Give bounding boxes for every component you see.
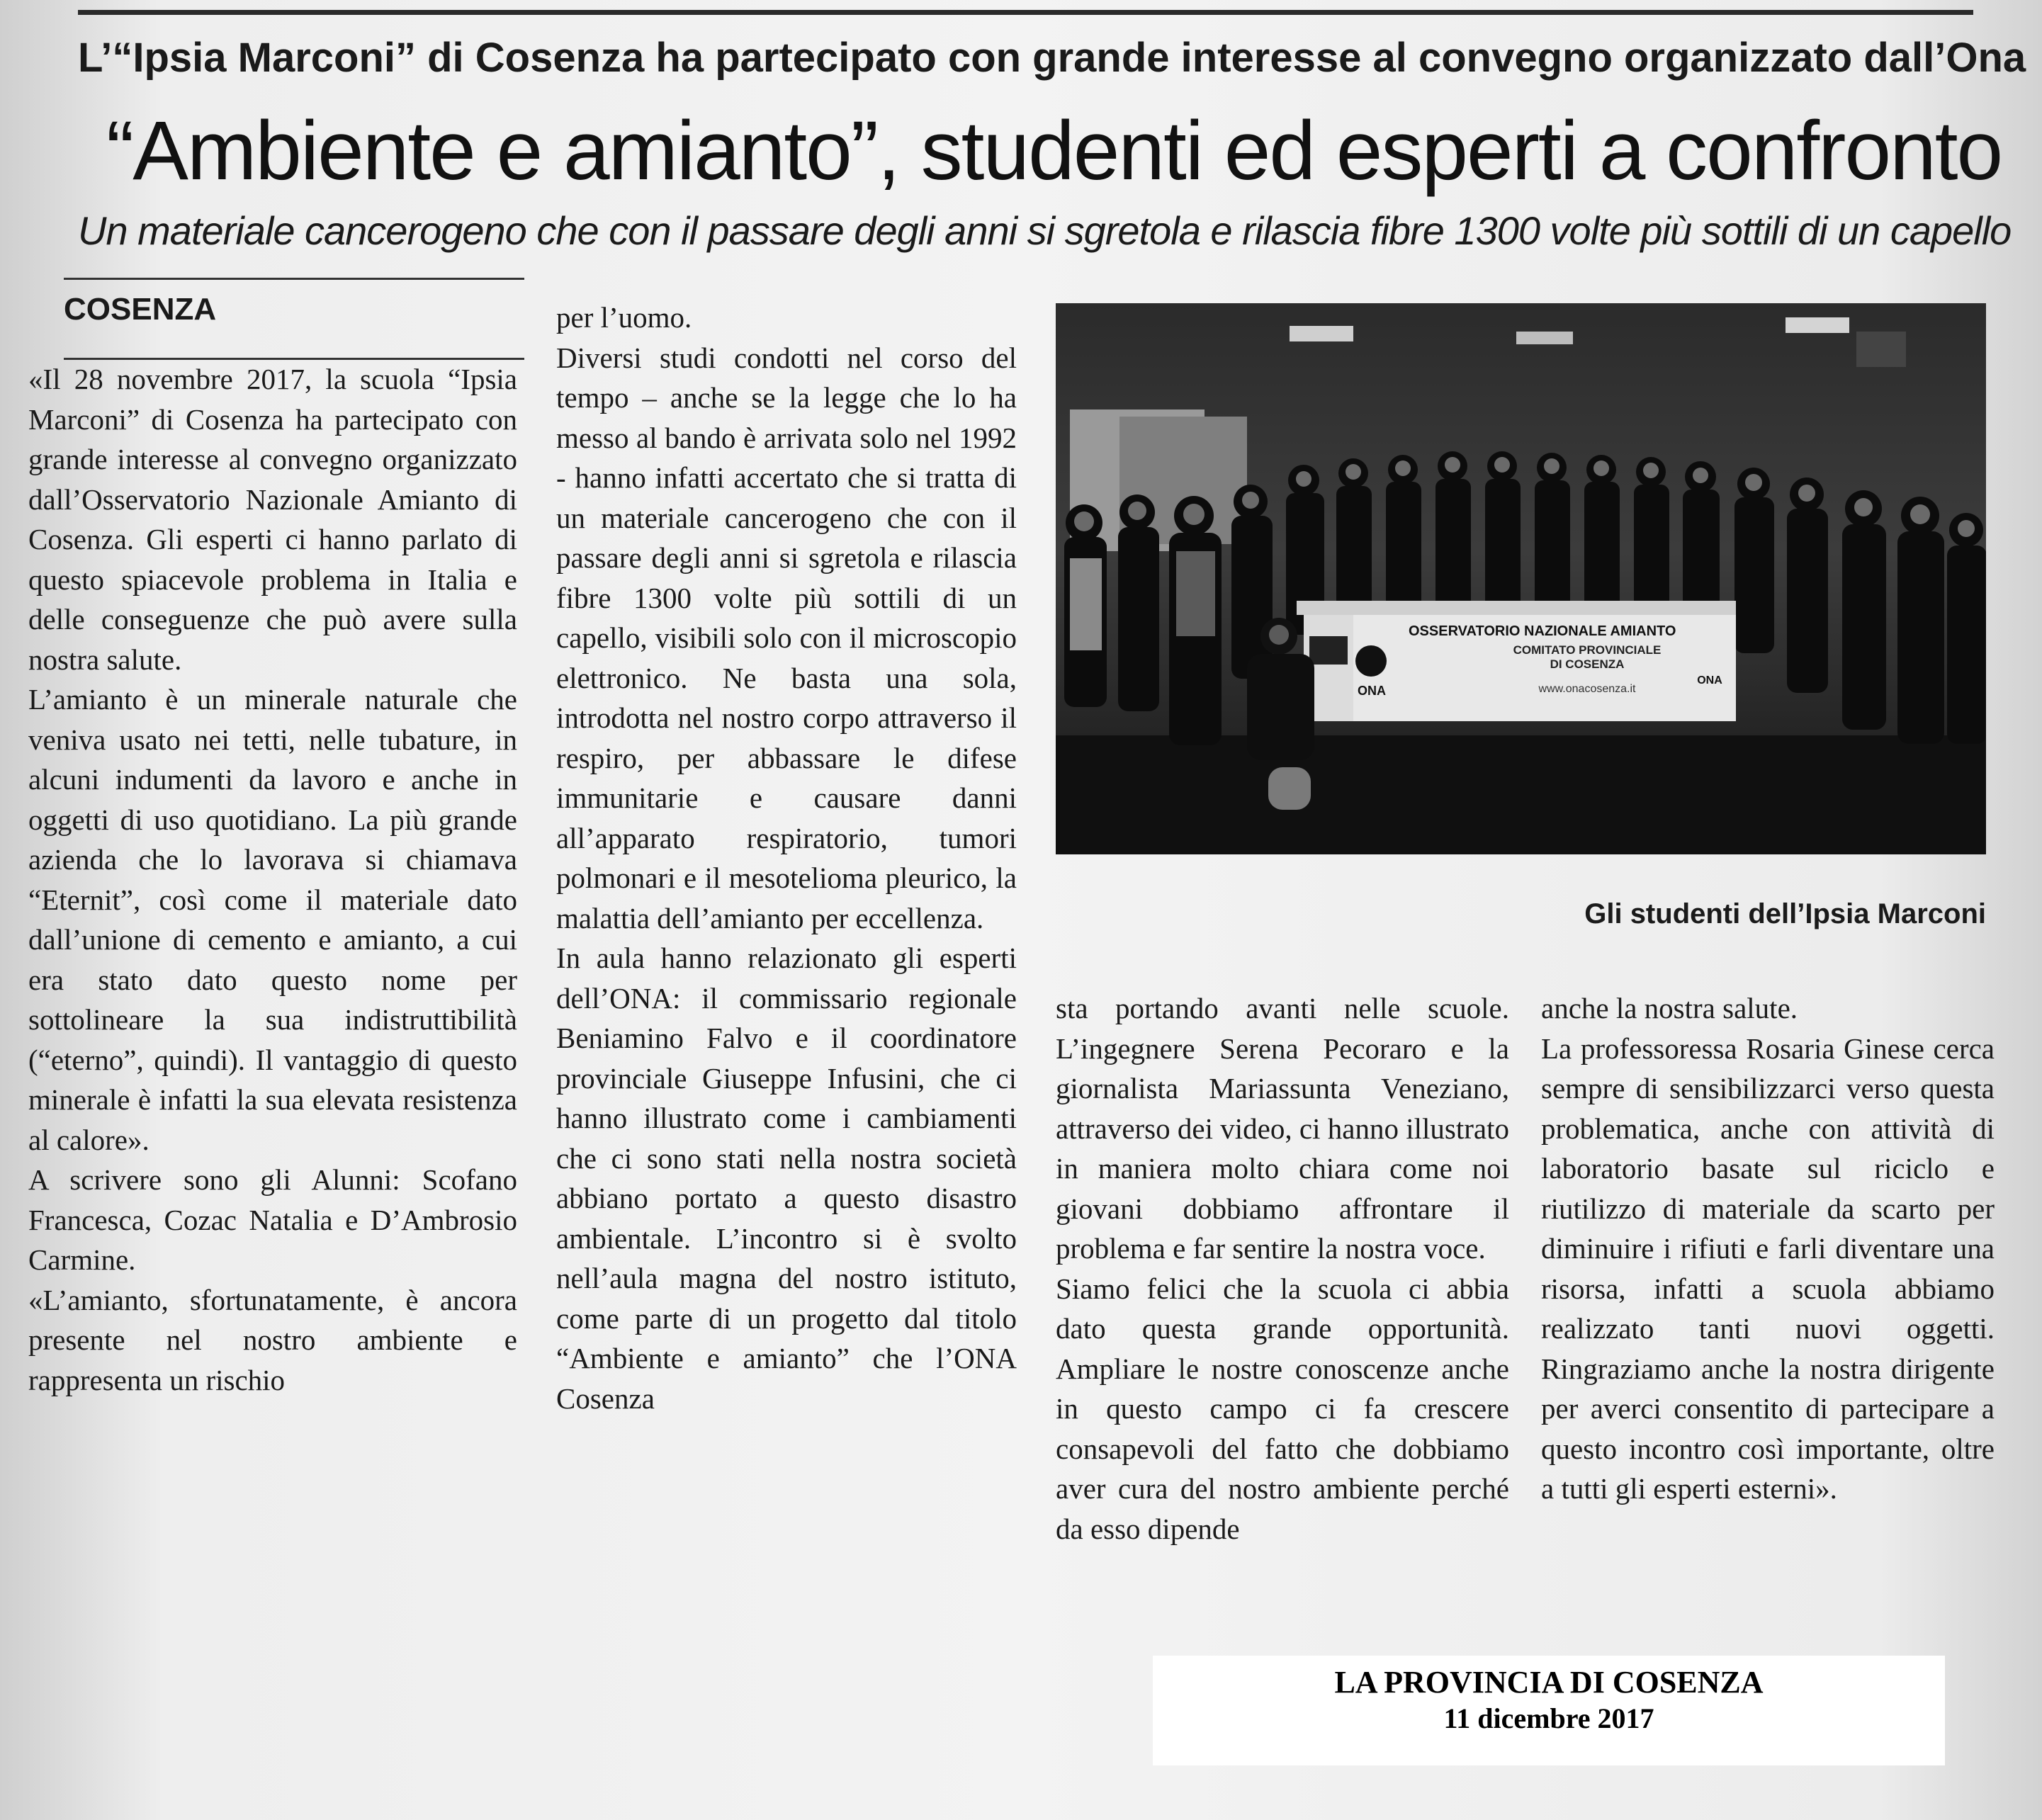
paragraph: La professoressa Rosaria Ginese cerca sempre di sensibilizzarci verso questa problematica, anche con attività di laboratorio basate sul riciclo e riutilizzo di materiale da scarto per diminuire i rifiuti e farli diventare una risorsa, infatti a scuola abbiamo realizzato tanti nuovi oggetti. Ringraziamo anche la nostra dirigente per averci consentito di partecipare a questo incontro così importante, oltre a tutti gli esperti esterni». — [1541, 1031, 1995, 1505]
paragraph: Siamo felici che la scuola ci abbia dato questa grande opportunità. Ampliare le nostre conoscenze anche in questo campo ci fa crescere consapevoli del fatto che dobbiamo aver cura del nostro ambiente perché da esso dipende — [1056, 1272, 1509, 1545]
source-newspaper-name: LA PROVINCIA DI COSENZA — [1334, 1665, 1764, 1700]
article-column-1 — [28, 359, 517, 1400]
source-date: 11 dicembre 2017 — [1443, 1702, 1654, 1734]
article-column-2 — [556, 298, 1017, 1418]
photo-caption: Gli studenti dell’Ipsia Marconi — [1584, 898, 1986, 929]
paragraph: anche la nostra salute. — [1541, 992, 1798, 1024]
section-label: COSENZA — [64, 292, 217, 327]
banner-logo-text-right: ONA — [1697, 674, 1722, 686]
article-column-4 — [1541, 988, 1995, 1509]
banner-logo-text: ONA — [1358, 684, 1386, 698]
paragraph: A scrivere sono gli Alunni: Scofano Francesca, Cozac Natalia e D’Ambrosio Carmine. — [28, 1163, 517, 1276]
group-photo — [1056, 303, 1986, 854]
paragraph: Diversi studi condotti nel corso del tempo – anche se la legge che lo ha messo al bando è arrivata solo nel 1992 - hanno infatti accertato che si tratta di un materiale cancerogeno che con il passare degli anni si sgretola e rilascia fibre 1300 volte più sottili di un capello, visibili solo con il microscopio elettronico. Ne basta una sola, introdotta nel nostro corpo attraverso il respiro, per abbassare le difese immunitarie e causare danni all’apparato respiratorio, tumori polmonari e il mesotelioma pleurico, la malattia dell’amianto per eccellenza. — [556, 341, 1017, 934]
banner-line-2: COMITATO PROVINCIALE — [1513, 643, 1662, 657]
section-rule-top — [64, 278, 524, 280]
photo-illustration — [1056, 303, 1986, 854]
article-kicker: L’“Ipsia Marconi” di Cosenza ha partecipato con grande interesse al convegno organizzato dall’Ona — [78, 35, 2026, 81]
banner-url: www.onacosenza.it — [1538, 683, 1636, 695]
banner-line-3: DI COSENZA — [1550, 657, 1625, 671]
paragraph: L’amianto è un minerale naturale che veniva usato nei tetti, nelle tubature, in alcuni indumenti da lavoro e anche in oggetti di uso quotidiano. La più grande azienda che lo lavorava si chiamava “Eternit”, così come il materiale dato dall’unione di cemento e amianto, a cui era stato dato questo nome per sottolineare la sua indistruttibilità (“eterno”, quindi). Il vantaggio di questo minerale è infatti la sua elevata resistenza al calore». — [28, 683, 517, 1156]
top-rule — [78, 10, 1973, 15]
paragraph: sta portando avanti nelle scuole. L’ingegnere Serena Pecoraro e la giornalista Mariassunta Veneziano, attraverso dei video, ci hanno illustrato in maniera molto chiara come noi giovani dobbiamo affrontare il problema e far sentire la nostra voce. — [1056, 992, 1509, 1265]
paragraph: «Il 28 novembre 2017, la scuola “Ipsia Marconi” di Cosenza ha partecipato con grande interesse al convegno organizzato dall’Osservatorio Nazionale Amianto di Cosenza. Gli esperti ci hanno parlato di questo spiacevole problema in Italia e delle conseguenze che può avere sulla nostra salute. — [28, 363, 517, 676]
article-headline: “Ambiente e amianto”, studenti ed esperti a confronto — [106, 104, 2002, 198]
article-subhead: Un materiale cancerogeno che con il passare degli anni si sgretola e rilascia fibre 1300 volte più sottili di un capello — [78, 208, 2012, 253]
paragraph: In aula hanno relazionato gli esperti dell’ONA: il commissario regionale Beniamino Falvo e il coordinatore provinciale Giuseppe Infusini, che ci hanno illustrato come i cambiamenti che ci sono stati nella nostra società abbiano portato a questo disastro ambientale. L’incontro si è svolto nell’aula magna del nostro istituto, come parte di un progetto dal titolo “Ambiente e amianto” che l’ONA Cosenza — [556, 942, 1017, 1415]
source-label — [1153, 1656, 1945, 1765]
paragraph: per l’uomo. — [556, 301, 692, 334]
article-column-3 — [1056, 988, 1509, 1549]
banner-line-1: OSSERVATORIO NAZIONALE AMIANTO — [1409, 623, 1676, 639]
paragraph: «L’amianto, sfortunatamente, è ancora presente nel nostro ambiente e rappresenta un rischio — [28, 1283, 517, 1396]
